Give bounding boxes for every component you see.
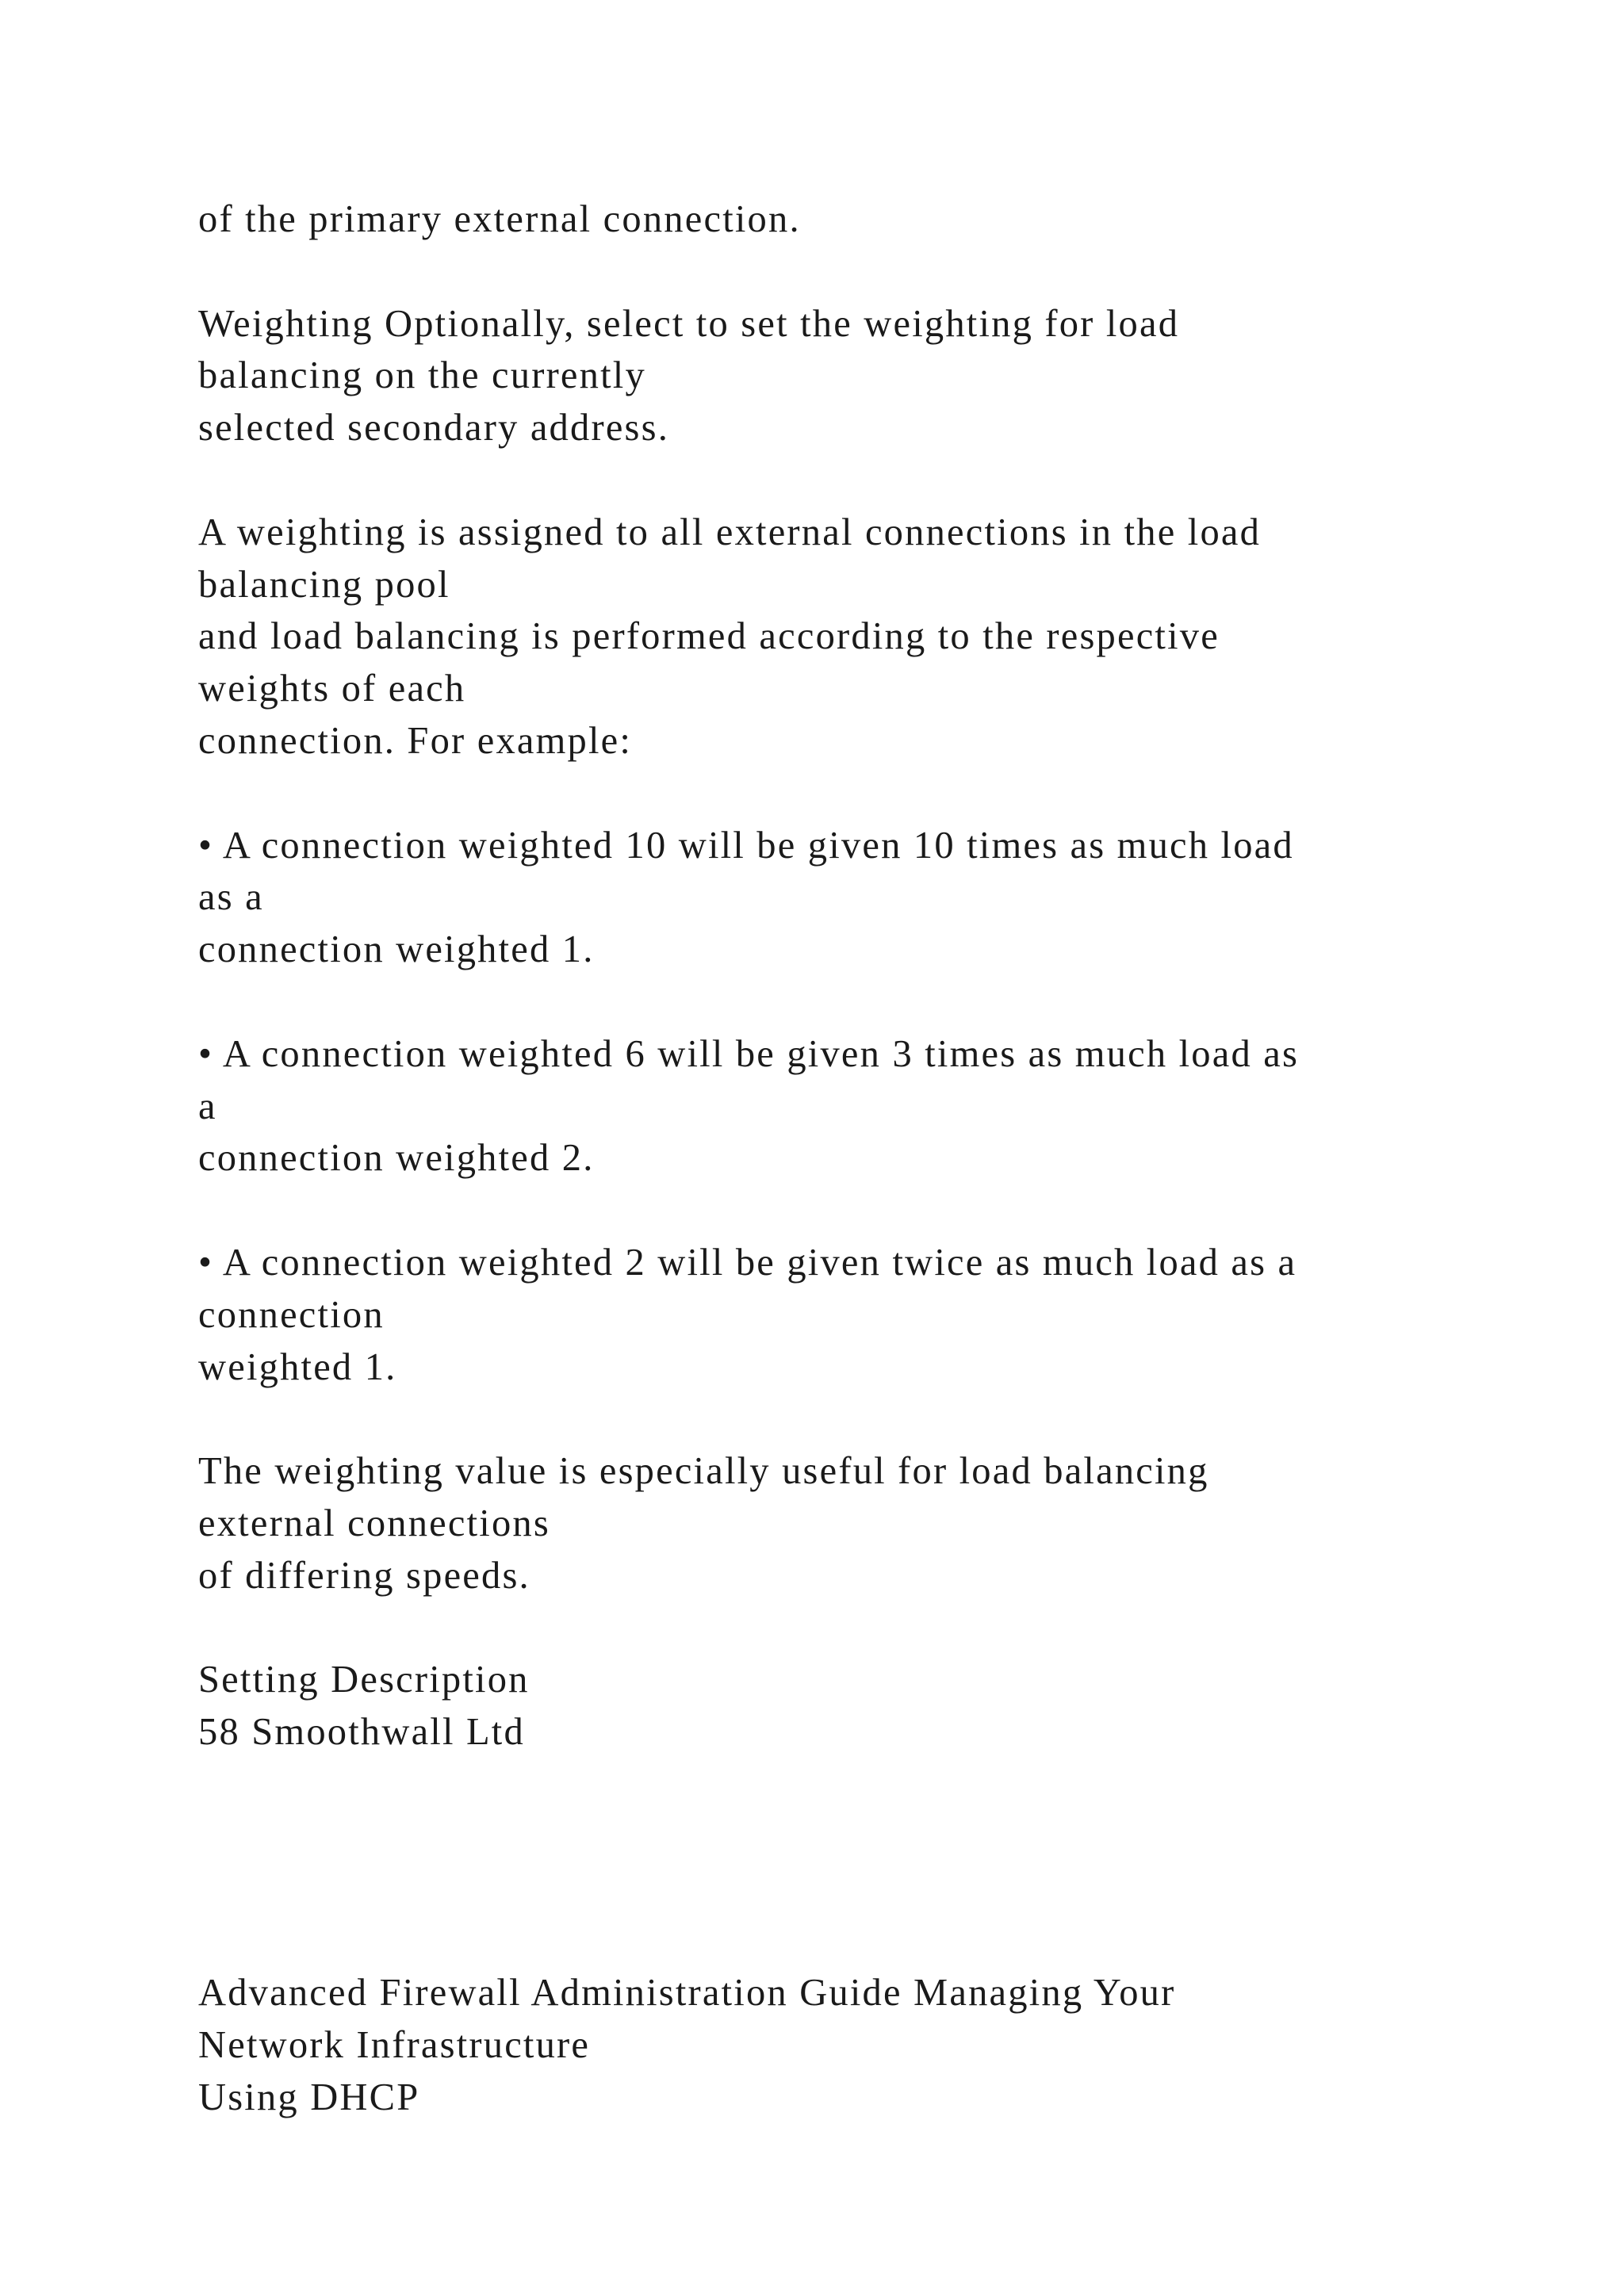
blank-line xyxy=(198,767,1507,820)
blank-line xyxy=(198,976,1507,1028)
text-line: and load balancing is performed according to the respective xyxy=(198,615,1220,658)
text-line: connection weighted 2. xyxy=(198,1137,595,1180)
blank-line xyxy=(198,1811,1507,1863)
bullet-line: • A connection weighted 10 will be given 10 times as much load xyxy=(198,824,1294,867)
blank-line xyxy=(198,1184,1507,1237)
text-line: connection weighted 1. xyxy=(198,928,595,971)
bullet-line: • A connection weighted 2 will be given twice as much load as a xyxy=(198,1241,1297,1284)
page-footer-line: 58 Smoothwall Ltd xyxy=(198,1711,525,1754)
running-header-line: Network Infrastructure xyxy=(198,2023,591,2066)
running-header-line: Advanced Firewall Administration Guide Managing Your xyxy=(198,1972,1176,2015)
blank-line xyxy=(198,1602,1507,1655)
text-line: external connections xyxy=(198,1502,550,1544)
bullet-line: • A connection weighted 6 will be given 3 times as much load as xyxy=(198,1032,1300,1075)
blank-line xyxy=(198,454,1507,507)
text-line: balancing on the currently xyxy=(198,354,646,397)
text-line: connection xyxy=(198,1293,385,1336)
text-line: as a xyxy=(198,876,264,919)
blank-line xyxy=(198,1915,1507,1967)
text-line: of differing speeds. xyxy=(198,1554,530,1597)
document-page xyxy=(198,193,1507,2123)
blank-line xyxy=(198,1758,1507,1811)
text-line: A weighting is assigned to all external connections in the load xyxy=(198,511,1262,553)
blank-line xyxy=(198,1393,1507,1445)
text-line: of the primary external connection. xyxy=(198,198,801,240)
table-header-line: Setting Description xyxy=(198,1659,530,1701)
text-line: balancing pool xyxy=(198,563,450,606)
text-line: weighted 1. xyxy=(198,1345,397,1388)
blank-line xyxy=(198,1863,1507,1915)
text-line: a xyxy=(198,1085,217,1127)
text-line: selected secondary address. xyxy=(198,407,670,450)
text-line: weights of each xyxy=(198,668,466,710)
section-title-line: Using DHCP xyxy=(198,2076,420,2118)
text-line: connection. For example: xyxy=(198,719,633,762)
text-line: The weighting value is especially useful for load balancing xyxy=(198,1450,1209,1493)
text-line: Weighting Optionally, select to set the weighting for load xyxy=(198,302,1180,345)
blank-line xyxy=(198,246,1507,298)
